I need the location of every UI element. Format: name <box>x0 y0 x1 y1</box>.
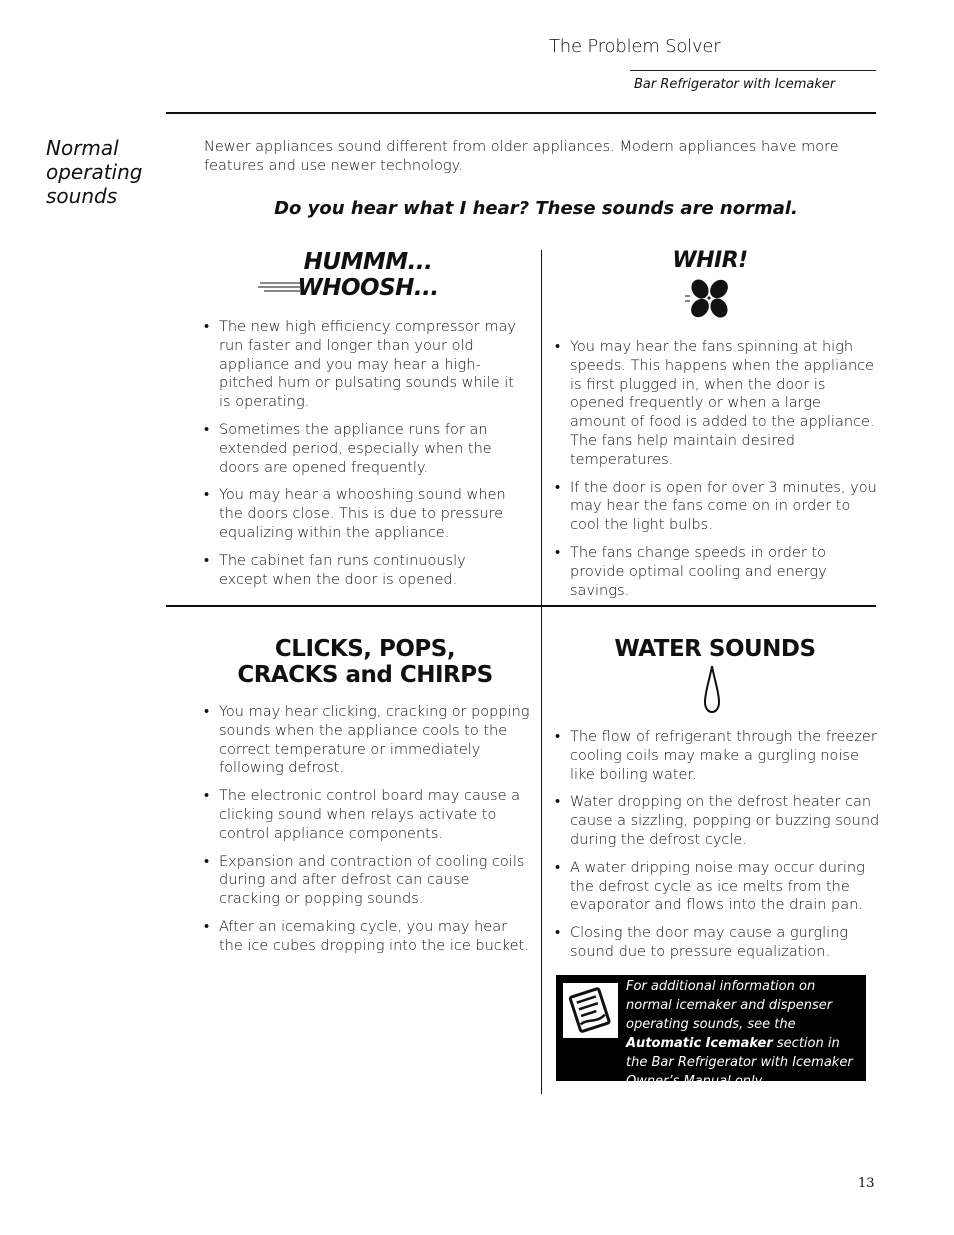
side-heading: Normal operating sounds <box>46 136 143 208</box>
list-item: • Expansion and contraction of cooling coils during and after defrost can cause cracking or popping sounds. <box>204 853 534 909</box>
header-subtitle: Bar Refrigerator with Icemaker <box>634 77 836 92</box>
list-item: • The cabinet fan runs continuously except when the door is opened. <box>204 552 519 590</box>
whir-title: WHIR! <box>672 248 748 273</box>
list-item: • After an icemaking cycle, you may hear the ice cubes dropping into the ice bucket. <box>204 918 534 956</box>
clicks-list <box>204 703 534 965</box>
note-box <box>556 975 866 1089</box>
list-item: • You may hear a whooshing sound when the doors close. This is due to pressure equalizing within the appliance. <box>204 486 519 542</box>
hum-whoosh-title <box>283 249 453 301</box>
water-drop-icon <box>703 664 721 714</box>
list-item: • You may hear the fans spinning at high speeds. This happens when the appliance is first plugged in, when the door is opened frequently or when a large amount of food is added to the appliance. The fans help maintain desired temperatures. <box>555 338 881 470</box>
water-sounds-title: WATER SOUNDS <box>614 636 816 662</box>
hum-title-line1: HUMMM... <box>303 249 433 275</box>
list-item: • Water dropping on the defrost heater can cause a sizzling, popping or buzzing sound during the defrost cycle. <box>555 793 885 849</box>
list-item: • The electronic control board may cause a clicking sound when relays activate to control appliance components. <box>204 787 534 843</box>
note-text: For additional information on normal icemaker and dispenser operating sounds, see the Automatic Icemaker section in the Bar Refrigerator with Icemaker Owner’s Manual only. <box>626 979 853 1089</box>
list-item: • Sometimes the appliance runs for an extended period, especially when the doors are opened frequently. <box>204 421 519 477</box>
list-item: • You may hear clicking, cracking or popping sounds when the appliance cools to the correct temperature or immediately following defrost. <box>204 703 534 778</box>
water-list <box>555 728 885 971</box>
hum-title-line2: WHOOSH... <box>297 275 439 301</box>
fan-icon <box>684 275 734 321</box>
list-item: • The fans change speeds in order to provide optimal cooling and energy savings. <box>555 544 881 600</box>
header-divider <box>630 70 876 71</box>
list-item: • The new high efficiency compressor may run faster and longer than your old appliance and you may hear a high-pitched hum or pulsating sounds while it is operating. <box>204 318 519 412</box>
list-item: • A water dripping noise may occur during the defrost cycle as ice melts from the evaporator and flows into the drain pan. <box>555 859 885 915</box>
header-title: The Problem Solver <box>549 36 721 57</box>
list-item: • Closing the door may cause a gurgling sound due to pressure equalization. <box>555 924 885 962</box>
section-subheading: Do you hear what I hear? These sounds are normal. <box>274 198 798 219</box>
whir-list <box>555 338 881 609</box>
manual-book-icon <box>563 983 618 1038</box>
clicks-title <box>200 636 530 688</box>
intro-paragraph: Newer appliances sound different from older appliances. Modern appliances have more features and use newer technology. <box>204 139 839 174</box>
clicks-title-line1: CLICKS, POPS, <box>274 636 456 662</box>
list-item: • The flow of refrigerant through the freezer cooling coils may make a gurgling noise like boiling water. <box>555 728 885 784</box>
whoosh-lines-icon <box>258 280 302 294</box>
clicks-title-line2: CRACKS and CHIRPS <box>237 662 493 688</box>
hum-list <box>204 318 519 598</box>
note-bold-text: Automatic Icemaker <box>626 1036 773 1051</box>
list-item: • If the door is open for over 3 minutes, you may hear the fans come on in order to cool the light bulbs. <box>555 479 881 535</box>
column-divider <box>541 250 542 1094</box>
page-number: 13 <box>858 1176 875 1191</box>
top-divider <box>166 112 876 114</box>
